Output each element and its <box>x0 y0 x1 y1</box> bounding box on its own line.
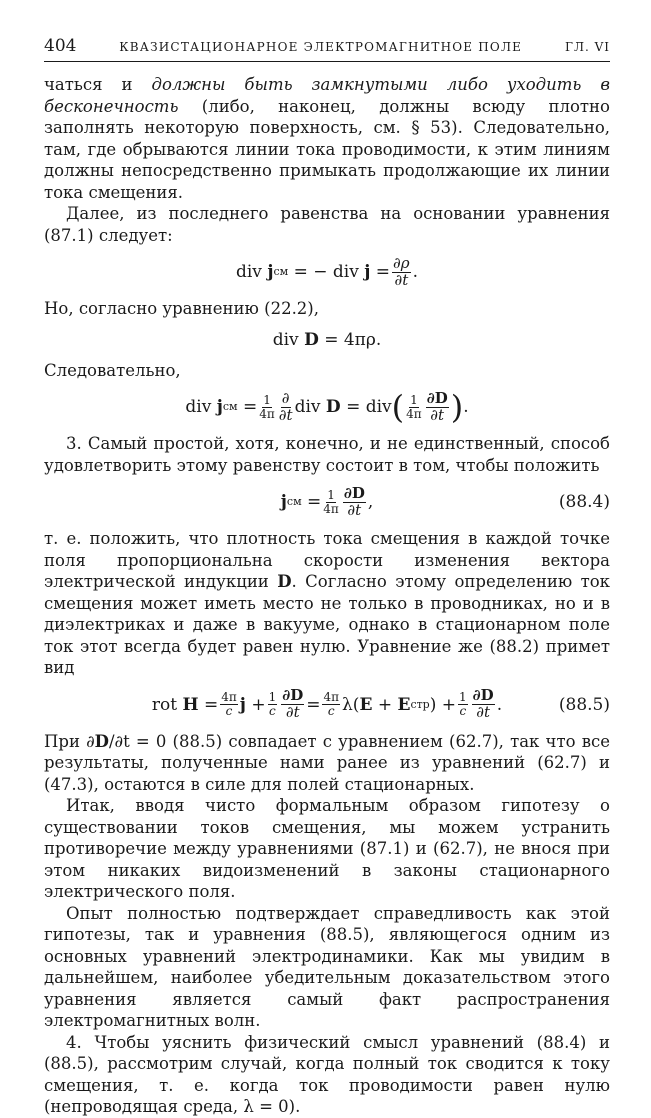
math-token: ∂t <box>394 270 409 289</box>
math-token: λ <box>342 694 353 715</box>
math-token: ∂t <box>278 405 293 424</box>
math-token: 4π <box>323 690 340 705</box>
math-token: см <box>286 495 302 508</box>
paragraph-10: 4. Чтобы уяснить физический смысл уравнений (88.4) и (88.5), рассмотрим случай, когда полный ток сводится к току смещения, т. е. когда ток проводимости равен нулю (непроводящая среда, λ = 0). <box>44 1032 610 1116</box>
emphasis-text: должны быть замкнутыми либо уходить в бесконечность <box>44 75 610 116</box>
math-token: . <box>496 694 503 715</box>
math-token: 1 <box>263 392 271 407</box>
fraction <box>343 483 366 519</box>
math-token: . <box>463 397 469 417</box>
math-token: ∂t <box>285 703 300 721</box>
math-token: ( <box>352 694 360 715</box>
fraction <box>392 253 411 289</box>
text-run: /∂t = 0 (88.5) совпадает с уравнением (62.7), так что все результаты, полученные нами ранее из уравнений (62.7) и (47.3), остаются в силе для полей стационарных. <box>44 731 610 794</box>
math-token: = <box>307 492 322 512</box>
fraction <box>426 388 449 424</box>
text-run: (либо, наконец, должны всюду плотно заполнять некоторую поверхность, см. § 53). Следовательно, там, где обрываются линии тока проводимости, к этим линиям должны непосредственно примыкать продолжающие их линии тока смещения. <box>44 96 610 202</box>
fraction <box>220 691 238 717</box>
math-token: j <box>364 262 371 282</box>
math-token: c <box>459 704 467 718</box>
math-token: + <box>441 694 457 715</box>
paragraph-9: Опыт полностью подтверждает справедливость как этой гипотезы, так и уравнения (88.5), являющегося одним из основных уравнений электродинамики. Как мы увидим в дальнейшем, наиболее убедительным доказательством этого уравнения является самый факт распространения электромагнитных волн. <box>44 903 610 1030</box>
math-token: + <box>377 694 393 715</box>
text-run: D <box>94 731 109 751</box>
math-token: c <box>225 704 233 718</box>
paragraph-5: 3. Самый простой, хотя, конечно, и не единственный, способ удовлетворить этому равенству состоит в том, чтобы положить <box>44 434 610 475</box>
math-token: 4π <box>259 406 275 421</box>
math-token: H <box>182 694 199 715</box>
math-token: rot <box>151 694 178 715</box>
equation-div-D <box>44 320 610 360</box>
text-run: При ∂ <box>44 731 95 751</box>
math-token: ∂D <box>426 388 448 407</box>
math-token: j <box>216 397 223 417</box>
math-token: + <box>251 694 266 715</box>
math-token: 1 <box>410 392 418 407</box>
fraction <box>472 688 495 721</box>
math-token: 1 <box>327 487 335 502</box>
math-token: ∂t <box>430 405 445 424</box>
math-token: ) <box>429 694 437 715</box>
math-token: E <box>359 694 373 715</box>
math-token: D <box>304 329 319 350</box>
fraction <box>323 489 339 515</box>
math-token: = <box>375 262 391 282</box>
math-token: j <box>280 492 287 512</box>
math-token: c <box>269 704 276 718</box>
equation-number: (88.4) <box>558 492 610 512</box>
chapter-label: ГЛ. VI <box>565 40 610 54</box>
math-token: см <box>222 400 238 413</box>
math-token: div <box>235 262 262 282</box>
math-token: , <box>367 492 374 512</box>
equation-88-5 <box>44 679 610 731</box>
paragraph-7 <box>44 731 610 796</box>
equation-number: (88.5) <box>558 694 610 715</box>
math-token: = <box>243 397 258 417</box>
math-token: ∂ <box>281 388 290 407</box>
math-token: 1 <box>268 690 277 705</box>
page-number: 404 <box>44 36 77 56</box>
math-token: D <box>325 397 341 417</box>
math-token: c <box>327 704 335 718</box>
text-run: т. е. положить, что плотность тока смещения в каждой точке поля пропорциональна скорости изменения вектора электрической индукции <box>44 529 610 591</box>
math-token: ) <box>450 388 464 426</box>
math-token: ∂t <box>476 703 491 721</box>
math-token: div <box>272 329 299 350</box>
math-token: . <box>412 262 419 282</box>
equation-div-jcm <box>44 246 610 298</box>
fraction <box>458 691 468 717</box>
text-run: D <box>277 572 292 591</box>
paragraph-6 <box>44 528 610 679</box>
fraction <box>322 691 340 717</box>
math-token: = <box>203 694 219 715</box>
running-title: КВАЗИСТАЦИОНАРНОЕ ЭЛЕКТРОМАГНИТНОЕ ПОЛЕ <box>119 40 523 54</box>
paragraph-4: Следовательно, <box>44 360 181 380</box>
math-token: = − div <box>293 262 359 282</box>
math-token: j <box>267 262 274 282</box>
fraction <box>406 394 422 420</box>
math-token: 4π <box>406 406 422 421</box>
math-token: div <box>294 397 321 417</box>
math-token: j <box>239 694 246 715</box>
page <box>44 36 610 1118</box>
fraction <box>281 688 304 721</box>
math-token: стр <box>410 697 430 711</box>
math-token: ∂ρ <box>393 253 410 272</box>
math-token: = <box>346 397 361 417</box>
fraction <box>259 394 275 420</box>
math-token: ( <box>391 388 405 426</box>
math-token: 1 <box>459 690 467 705</box>
text-run: чаться и <box>44 75 152 94</box>
math-token: ∂D <box>343 483 365 502</box>
text-run: . Согласно этому определению ток смещения может иметь место не только в проводниках, но и в диэлектриках и даже в вакууме, однако в стационарном поле ток этот всегда будет равен нулю. Уравнение же (88.2) примет вид <box>44 572 610 677</box>
fraction <box>268 691 278 717</box>
equation-88-4 <box>44 476 610 528</box>
math-token: = <box>306 694 321 715</box>
math-token: div <box>185 397 212 417</box>
math-token: = 4πρ. <box>324 329 382 350</box>
math-token: ∂D <box>472 686 494 705</box>
math-token: ∂D <box>282 686 304 705</box>
equation-div-jcm-2 <box>44 381 610 433</box>
math-token: ∂t <box>347 500 362 519</box>
math-token: 4π <box>323 501 339 516</box>
math-token: см <box>273 265 289 278</box>
fraction <box>278 388 293 424</box>
paragraph-2: Далее, из последнего равенства на основании уравнения (87.1) следует: <box>44 204 610 245</box>
paragraph-8: Итак, вводя чисто формальным образом гипотезу о существовании токов смещения, мы можем устранить противоречие между уравнениями (87.1) и (62.7), не внося при этом никаких видоизменений в законы стационарного электрического поля. <box>44 796 610 901</box>
math-token: div <box>365 397 392 417</box>
math-token: E <box>397 694 411 715</box>
running-header <box>44 36 610 62</box>
paragraph-3: Но, согласно уравнению (22.2), <box>44 299 319 318</box>
paragraph-1 <box>44 74 610 203</box>
math-token: 4π <box>221 690 237 705</box>
